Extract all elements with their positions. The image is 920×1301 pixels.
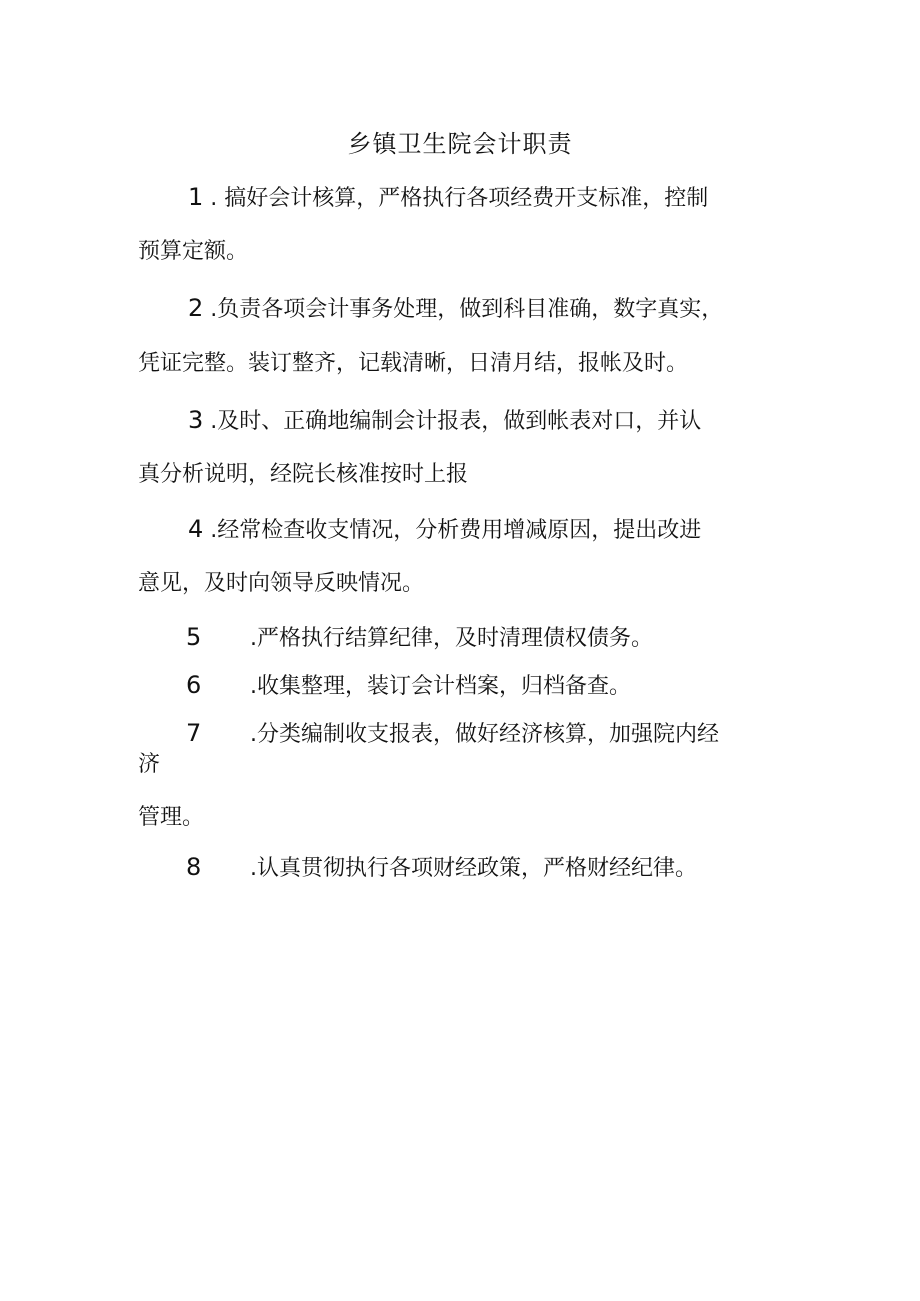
item-5-text: .严格执行结算纪律，及时清理债权债务。 bbox=[250, 626, 653, 651]
item-1-number: 1 bbox=[188, 183, 204, 211]
item-5-line-1 bbox=[186, 622, 653, 654]
item-7-text: .分类编制收支报表，做好经济核算，加强院内经 bbox=[250, 722, 719, 747]
item-3-number: 3 bbox=[188, 406, 204, 434]
item-4-text: .经常检查收支情况，分析费用增减原因，提出改进 bbox=[203, 518, 702, 543]
item-6-line-1 bbox=[186, 670, 631, 702]
item-2-number: 2 bbox=[188, 294, 204, 322]
item-5-number: 5 bbox=[186, 623, 202, 651]
item-8-text: .认真贯彻执行各项财经政策，严格财经纪律。 bbox=[250, 856, 697, 881]
item-2-text: .负责各项会计事务处理，做到科目准确，数字真实， bbox=[203, 297, 724, 322]
item-7-line-1 bbox=[186, 718, 719, 750]
item-1-line-2: 预算定额。 bbox=[138, 239, 249, 264]
item-6-number: 6 bbox=[186, 671, 202, 699]
item-7-line-1-overflow: 济 bbox=[138, 752, 161, 777]
item-2-line-1 bbox=[188, 293, 723, 325]
item-2-line-2: 凭证完整。装订整齐，记载清晰，日清月结，报帐及时。 bbox=[138, 351, 689, 376]
item-6-text: .收集整理，装订会计档案，归档备查。 bbox=[250, 674, 631, 699]
item-8-line-1 bbox=[186, 852, 697, 884]
item-8-number: 8 bbox=[186, 853, 202, 881]
item-3-text: .及时、正确地编制会计报表，做到帐表对口，并认 bbox=[203, 409, 702, 434]
page-title: 乡镇卫生院会计职责 bbox=[347, 130, 573, 158]
item-3-line-2: 真分析说明，经院长核准按时上报 bbox=[138, 462, 469, 487]
item-7-number: 7 bbox=[186, 719, 202, 747]
item-4-line-2: 意见，及时向领导反映情况。 bbox=[138, 571, 425, 596]
item-4-line-1 bbox=[188, 514, 701, 546]
item-1-text: . 搞好会计核算，严格执行各项经费开支标准，控制 bbox=[203, 186, 709, 211]
item-7-line-2: 管理。 bbox=[138, 805, 205, 830]
item-3-line-1 bbox=[188, 405, 701, 437]
item-4-number: 4 bbox=[188, 515, 204, 543]
item-1-line-1 bbox=[188, 182, 708, 214]
